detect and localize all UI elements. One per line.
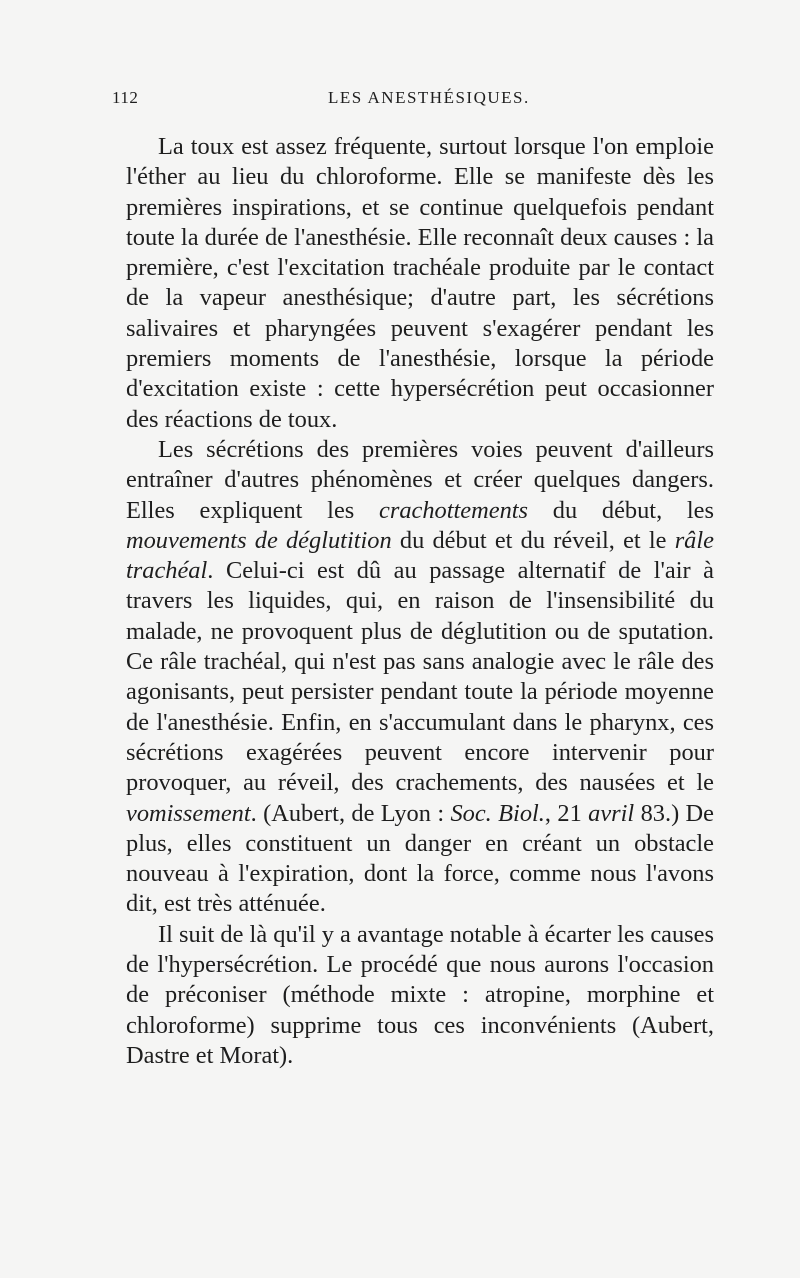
paragraph (126, 132, 714, 435)
running-title: LES ANESTHÉSIQUES. (328, 88, 530, 107)
text-run: . (Aubert, de Lyon : (250, 799, 451, 827)
text-run: du début, les (528, 496, 714, 524)
italic-term: mouvements de déglutition (126, 526, 392, 554)
text-run: 83.) De plus, elles constituent un danger en créant un obstacle nouveau à l'expiration, dont la force, comme nous l'avons dit, est très atténuée. (126, 799, 715, 918)
italic-term: vomissement (126, 799, 251, 827)
body-text (126, 132, 714, 1071)
italic-term: avril (588, 799, 635, 827)
running-head (112, 88, 722, 112)
italic-citation: Soc. Biol. (450, 799, 545, 827)
text-run: Il suit de là qu'il y a avantage notable à écarter les causes de l'hypersécrétion. Le procédé que nous aurons l'occasion de préconiser (méthode mixte : atropine, morphine et chloroforme) supprime tous ces inconvénients (Aubert, Dastre et Morat). (126, 920, 714, 1069)
text-run: Les sécrétions des premières voies peuvent d'ailleurs entraîner d'autres phénomènes et créer quelques dangers. Elles expliquent les (126, 435, 714, 524)
italic-term: râle trachéal (126, 526, 714, 585)
paragraph (126, 435, 714, 920)
text-run: , 21 (544, 799, 589, 827)
page-number: 112 (112, 88, 139, 107)
text-run: . Celui-ci est dû au passage alternatif de l'air à travers les liquides, qui, en raison de l'insensibilité du malade, ne provoquent plus de déglutition ou de sputation. Ce râle trachéal, qui n'est pas sans analogie avec le râle des agonisants, peut persister pendant toute la période moyenne de l'anesthésie. Enfin, en s'accumulant dans le pharynx, ces sécrétions exagérées peuvent encore intervenir pour provoquer, au réveil, des crachements, des nausées et le (126, 557, 714, 797)
paragraph (126, 920, 714, 1071)
italic-term: crachottements (379, 496, 529, 524)
text-run: du début et du réveil, et le (391, 526, 675, 554)
text-run: La toux est assez fréquente, surtout lorsque l'on emploie l'éther au lieu du chloroforme. Elle se manifeste dès les premières inspirations, et se continue quelquefois pendant toute la durée de l'anesthésie. Elle reconnaît deux causes : la première, c'est l'excitation trachéale produite par le contact de la vapeur anesthésique; d'autre part, les sécrétions salivaires et pharyngées peuvent s'exagérer pendant les premiers moments de l'anesthésie, lorsque la période d'excitation existe : cette hypersécrétion peut occasionner des réactions de toux. (126, 133, 714, 433)
